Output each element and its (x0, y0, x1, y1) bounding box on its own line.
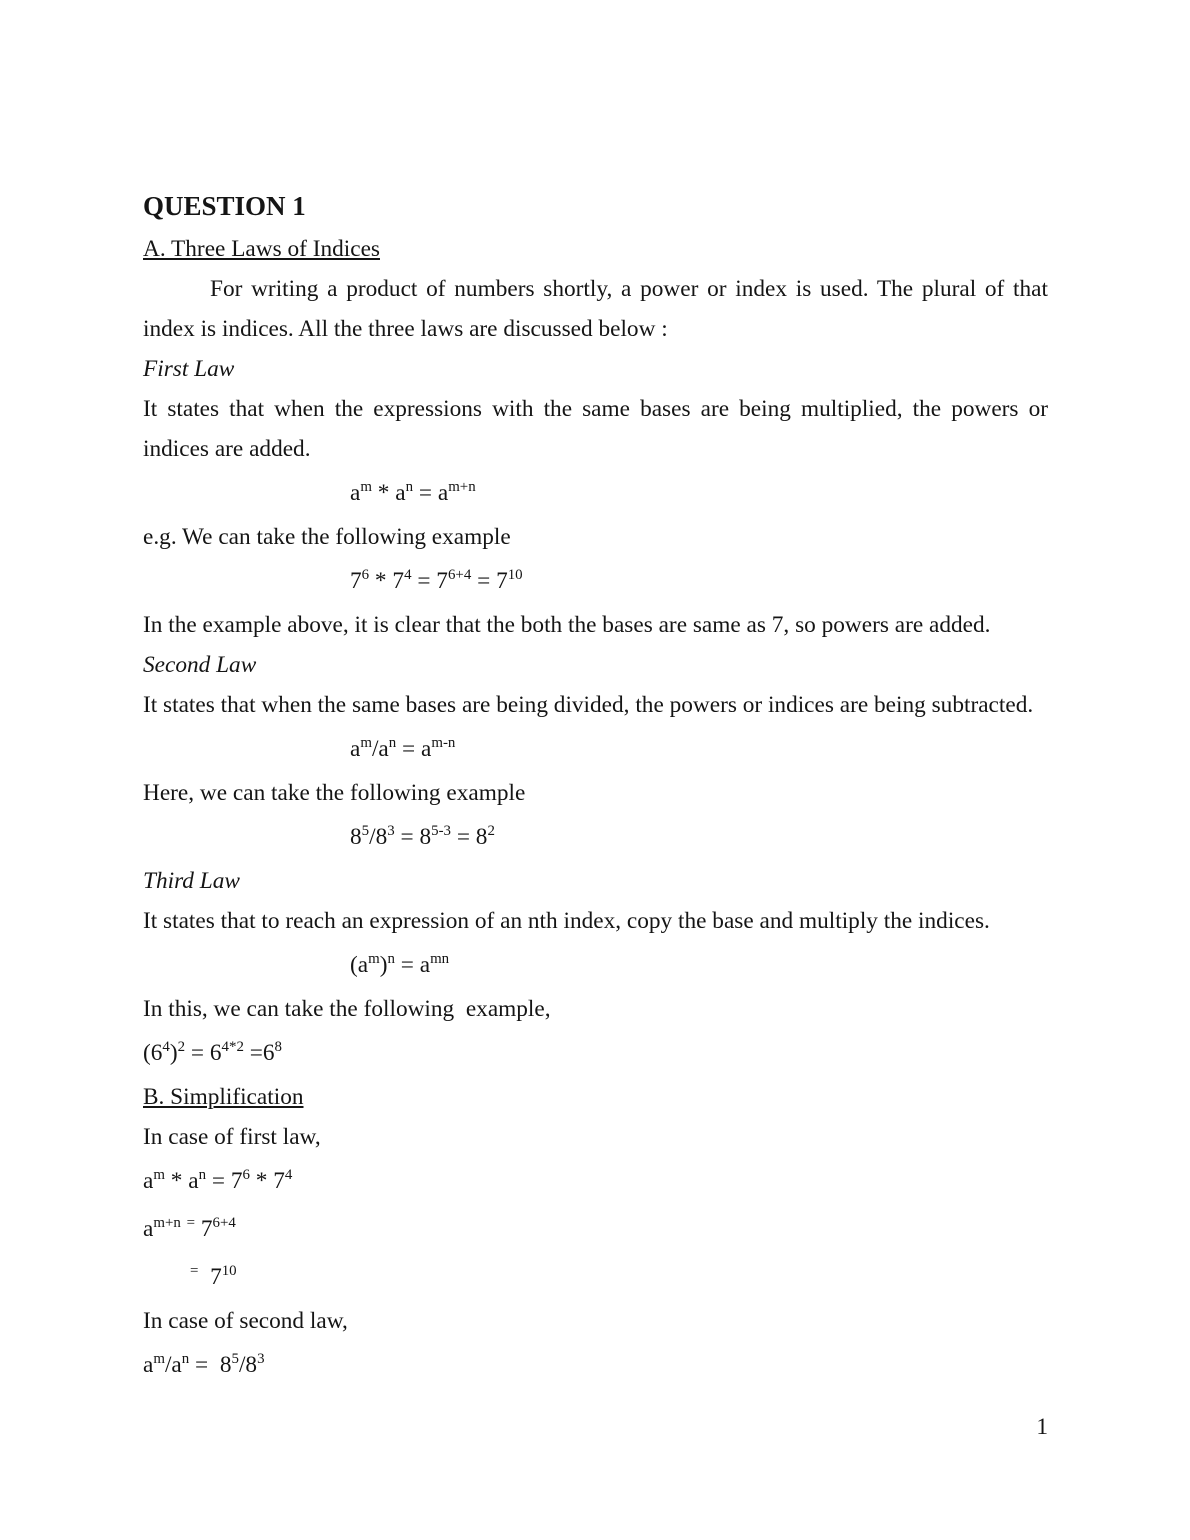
second-case-label: In case of second law, (143, 1308, 348, 1334)
first-law-example-formula: $7^6 * 7^4 = 7^{6+4} = 7^{10}$ (350, 567, 523, 594)
section-b-heading: B. Simplification (143, 1084, 304, 1110)
first-case-formula-line-2: $a^{m+n}$ = $7^{6+4}$ (143, 1215, 236, 1242)
second-law-body: It states that when the same bases are being divided, the powers or indices are being subtracted. (143, 692, 1034, 718)
second-law-example-intro: Here, we can take the following example (143, 780, 526, 806)
section-a-heading: A. Three Laws of Indices (143, 236, 380, 262)
document-content (143, 183, 1048, 1389)
first-case-formula-line-1: $a^m * a^n = 7^6 * 7^4$ (143, 1167, 293, 1194)
second-law-example-formula: $8^5/8^3 = 8^{5-3} = 8^2$ (350, 823, 495, 850)
first-law-heading: First Law (143, 356, 235, 382)
document-title: QUESTION 1 (143, 191, 306, 221)
intro-line-2: index is indices. All the three laws are discussed below : (143, 316, 668, 342)
first-case-label: In case of first law, (143, 1124, 321, 1150)
second-law-formula: $a^m/a^n = a^{m-n}$ (350, 735, 456, 762)
first-law-body-line-1: It states that when the expressions with the same bases are being multiplied, the powers or (143, 396, 1048, 422)
first-law-note: In the example above, it is clear that the both the bases are same as 7, so powers are added. (143, 612, 991, 638)
first-law-body-line-2: indices are added. (143, 436, 311, 462)
third-law-formula: $(a^m)^n = a^{mn}$ (350, 951, 450, 978)
third-law-body: It states that to reach an expression of an nth index, copy the base and multiply the indices. (143, 908, 990, 934)
third-law-heading: Third Law (143, 868, 240, 894)
first-law-example-intro: e.g. We can take the following example (143, 524, 511, 550)
third-law-example-formula: $(6^4)^2 = 6^{4*2} =6^8$ (143, 1039, 282, 1066)
intro-line-1: For writing a product of numbers shortly, a power or index is used. The plural of that (210, 276, 1048, 302)
second-case-formula: $a^m/a^n = 8^5/8^3$ (143, 1351, 265, 1378)
page-number: 1 (1036, 1414, 1048, 1440)
first-law-formula: $a^m * a^n = a^{m+n}$ (350, 479, 476, 506)
third-law-example-intro: In this, we can take the following example, (143, 996, 551, 1022)
second-law-heading: Second Law (143, 652, 257, 678)
first-case-formula-line-3: = $7^{10}$ (190, 1263, 237, 1290)
